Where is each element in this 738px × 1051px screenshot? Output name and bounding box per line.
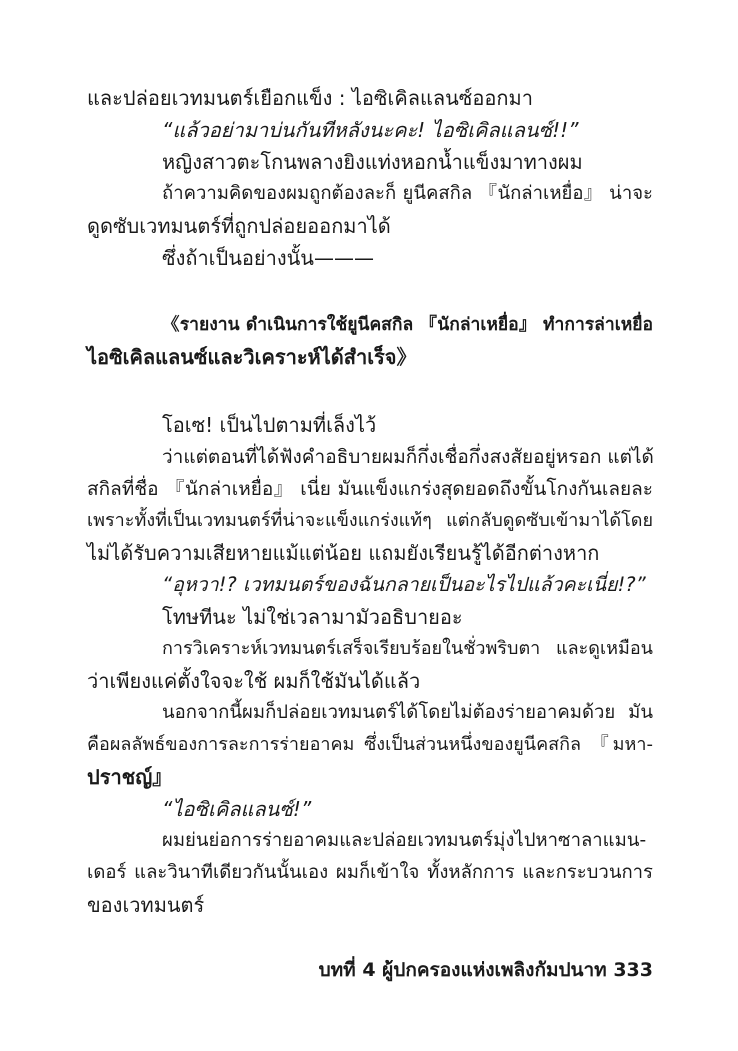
- text-line: ว่าแต่ตอนที่ได้ฟังคำอธิบายผมก็กึ่งเชื่อกึ่งสงสัยอยู่หรอก แต่ได้: [162, 446, 654, 468]
- text-line: ไม่ได้รับความเสียหายแม้แต่น้อย แถมยังเรียนรู้ได้อีกต่างหาก: [87, 541, 600, 565]
- text-line: ว่าเพียงแค่ตั้งใจจะใช้ ผมก็ใช้มันได้แล้ว: [87, 669, 421, 693]
- text-line: เดอร์ และวินาทีเดียวกันนั้นเอง ผมก็เข้าใจ ทั้งหลักการ และกระบวนการ: [87, 862, 653, 883]
- text-line: ของเวทมนตร์: [87, 893, 205, 917]
- text-line: คือผลลัพธ์ของการละการร่ายอาคม ซึ่งเป็นส่วนหนึ่งของยูนีคสกิล 『มหา-: [87, 734, 653, 755]
- text-line: ผมย่นย่อการร่ายอาคมและปล่อยเวทมนตร์มุ่งไปหาซาลาแมน-: [162, 830, 647, 851]
- text-line: โทษทีนะ ไม่ใช่เวลามามัวอธิบายอะ: [162, 605, 463, 629]
- page-footer: บทที่ 4 ผู้ปกครองแห่งเพลิงกัมปนาท 333: [318, 959, 653, 981]
- text-line: หญิงสาวตะโกนพลางยิงแท่งหอกน้ำแข็งมาทางผม: [162, 150, 583, 174]
- text-line: ปราชญ์』: [87, 765, 173, 789]
- dialogue-line: “แล้วอย่ามาบ่นกันทีหลังนะคะ! ไอซิเคิลแลนซ์!!”: [162, 118, 579, 142]
- dialogue-line: “อุหวา!? เวทมนตร์ของฉันกลายเป็นอะไรไปแล้วคะเนี่ย!?”: [162, 573, 646, 596]
- system-report-line: 《รายงาน ดำเนินการใช้ยูนีคสกิล 『นักล่าเหยื่อ』 ทำการล่าเหยื่อ: [162, 315, 653, 335]
- dialogue-line: “ไอซิเคิลแลนซ์!”: [162, 797, 312, 821]
- text-line: ดูดซับเวทมนตร์ที่ถูกปล่อยออกมาได้: [87, 214, 391, 238]
- text-line: โอเซ! เป็นไปตามที่เล็งไว้: [162, 413, 377, 437]
- text-line: สกิลที่ชื่อ 『นักล่าเหยื่อ』 เนี่ย มันแข็งแกร่งสุดยอดถึงขั้นโกงกันเลยละ: [87, 478, 653, 500]
- system-report-line: ไอซิเคิลแลนซ์และวิเคราะห์ได้สำเร็จ》: [87, 345, 417, 369]
- text-line: ถ้าความคิดของผมถูกต้องละก็ ยูนีคสกิล 『นักล่าเหยื่อ』 น่าจะ: [162, 183, 653, 204]
- text-line: นอกจากนี้ผมก็ปล่อยเวทมนตร์ได้โดยไม่ต้องร่ายอาคมด้วย มัน: [162, 702, 653, 723]
- text-line: เพราะทั้งที่เป็นเวทมนตร์ที่น่าจะแข็งแกร่งแท้ๆ แต่กลับดูดซับเข้ามาได้โดย: [87, 510, 653, 531]
- text-line: ซึ่งถ้าเป็นอย่างนั้น———: [162, 246, 374, 270]
- text-line: การวิเคราะห์เวทมนตร์เสร็จเรียบร้อยในชั่วพริบตา และดูเหมือน: [162, 638, 653, 659]
- text-line: และปล่อยเวทมนตร์เยือกแข็ง : ไอซิเคิลแลนซ์ออกมา: [87, 86, 533, 110]
